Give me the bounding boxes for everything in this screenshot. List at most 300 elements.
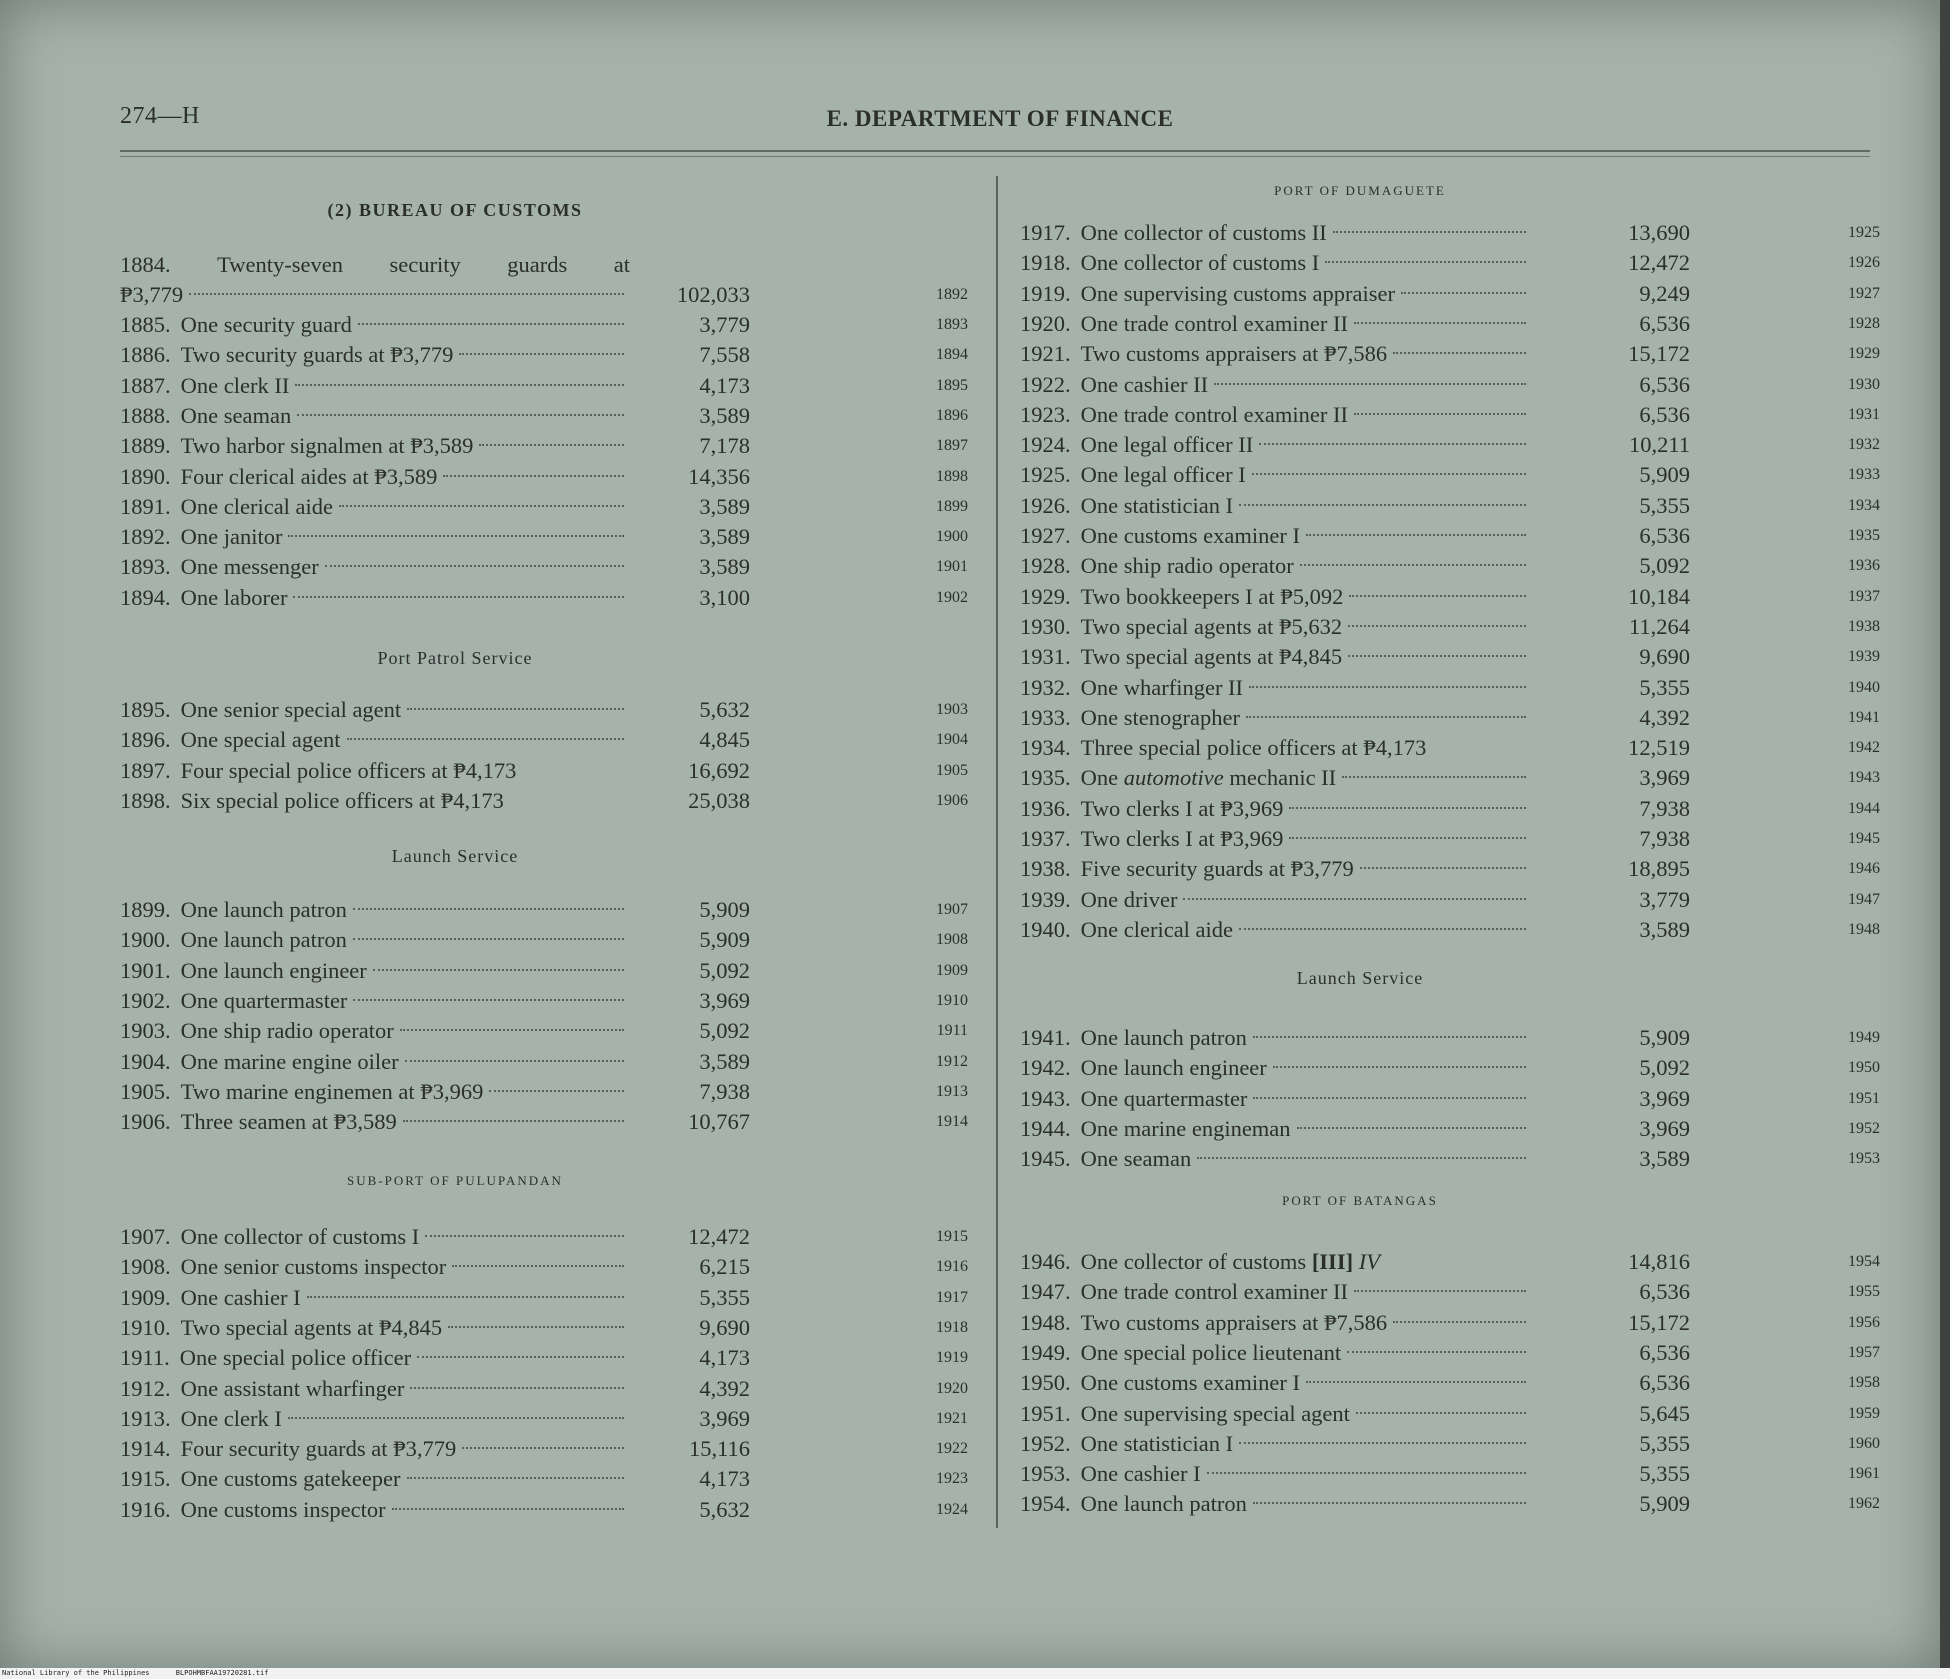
- item-description: [120, 956, 630, 986]
- item-amount: 6,536: [1639, 401, 1690, 427]
- section-heading: PORT OF DUMAGUETE: [1274, 183, 1446, 198]
- item-amount: 5,355: [1639, 1430, 1690, 1456]
- item-text: Two clerks I at ₱3,969: [1080, 795, 1284, 821]
- budget-item-row: [120, 756, 980, 786]
- item-amount: 18,895: [1628, 856, 1690, 882]
- leader-dots: [1253, 1097, 1526, 1099]
- item-number: 1914.: [120, 1436, 171, 1462]
- budget-item-row: [1020, 218, 1880, 248]
- budget-item-row: [120, 695, 980, 725]
- item-amount: 4,392: [1639, 704, 1690, 730]
- item-number: 1950.: [1020, 1370, 1071, 1396]
- item-description: [120, 1464, 630, 1494]
- budget-item-row: [1020, 703, 1880, 733]
- line-number: 1962: [1848, 1495, 1880, 1513]
- item-text: One supervising special agent: [1080, 1400, 1350, 1426]
- item-description: [120, 340, 630, 370]
- item-number: 1920.: [1020, 310, 1071, 336]
- leader-dots: [1249, 686, 1526, 688]
- line-number: 1929: [1848, 345, 1880, 363]
- item-description: [1020, 1277, 1532, 1307]
- item-description: [120, 756, 630, 786]
- leader-dots: [410, 1387, 624, 1389]
- item-amount: 16,692: [688, 757, 750, 783]
- item-description: [120, 786, 630, 816]
- item-description: [120, 725, 630, 755]
- leader-dots: [1360, 867, 1526, 869]
- item-text: Two security guards at ₱3,779: [180, 342, 454, 368]
- item-number: 1943.: [1020, 1085, 1071, 1111]
- item-amount: 3,589: [699, 1048, 750, 1074]
- item-amount: 5,909: [1639, 1491, 1690, 1517]
- item-description: [120, 1343, 630, 1373]
- item-text-part: automotive: [1123, 765, 1224, 791]
- item-amount: 5,355: [1639, 492, 1690, 518]
- line-number: 1954: [1848, 1253, 1880, 1270]
- leader-dots: [297, 414, 624, 416]
- item-number: 1898.: [120, 787, 171, 813]
- line-number: 1946: [1848, 860, 1880, 878]
- line-number: 1944: [1848, 799, 1880, 817]
- leader-dots: [400, 1029, 624, 1031]
- item-text: One special agent: [180, 727, 341, 753]
- line-number: 1919: [936, 1349, 968, 1367]
- item-description: [1020, 612, 1532, 642]
- leader-dots: [1197, 1157, 1526, 1159]
- item-text: Two harbor signalmen at ₱3,589: [180, 433, 474, 459]
- item-number: 1954.: [1020, 1491, 1071, 1517]
- item-description: [120, 1374, 630, 1404]
- item-text: One launch patron: [180, 927, 347, 953]
- leader-dots: [1273, 1066, 1526, 1068]
- item-text: One trade control examiner II: [1080, 401, 1348, 427]
- line-number: 1925: [1848, 224, 1880, 241]
- leader-dots: [1300, 564, 1526, 566]
- item-amount: 4,173: [699, 1466, 750, 1492]
- item-description: [1020, 279, 1532, 309]
- item-text: One wharfinger II: [1080, 674, 1244, 700]
- item-text: One trade control examiner II: [1080, 1279, 1348, 1305]
- item-amount: 6,215: [699, 1254, 750, 1280]
- item-number: 1903.: [120, 1018, 171, 1044]
- budget-item-row: [1020, 1399, 1880, 1429]
- line-number: 1945: [1848, 830, 1880, 847]
- budget-item-row: [120, 401, 980, 431]
- budget-item-row: [1020, 279, 1880, 309]
- item-description: [120, 1404, 630, 1434]
- item-number: 1937.: [1020, 826, 1071, 851]
- item-text: One launch patron: [180, 897, 347, 922]
- item-text-part: [III]: [1311, 1249, 1354, 1274]
- item-number: 1945.: [1020, 1146, 1071, 1172]
- line-number: 1913: [936, 1082, 968, 1100]
- line-number: 1951: [1848, 1089, 1880, 1107]
- leader-dots: [1289, 837, 1526, 839]
- scan-edge: [1940, 0, 1950, 1679]
- leader-dots: [1246, 716, 1526, 718]
- line-number: 1938: [1848, 617, 1880, 635]
- item-1884-word: Twenty-seven: [217, 252, 344, 277]
- budget-item-row: [1020, 1368, 1880, 1398]
- item-text: One special police officer: [179, 1345, 412, 1371]
- budget-item-row: [120, 1016, 980, 1046]
- item-amount: 5,909: [699, 927, 750, 953]
- item-description: [1020, 1114, 1532, 1144]
- budget-item-row: [1020, 733, 1880, 763]
- line-number: 1922: [936, 1440, 968, 1458]
- line-number: 1949: [1848, 1029, 1880, 1046]
- item-amount: 3,589: [699, 493, 750, 519]
- item-description: [1020, 854, 1532, 884]
- leader-dots: [462, 1447, 624, 1449]
- budget-item-row: [120, 1434, 980, 1464]
- item-amount: 5,632: [699, 1496, 750, 1522]
- item-number: 1893.: [120, 554, 171, 580]
- line-number: 1907: [936, 901, 968, 918]
- item-amount: 5,909: [1639, 1025, 1690, 1050]
- item-text: One legal officer II: [1080, 432, 1254, 458]
- item-1884-rate: ₱3,779: [120, 282, 184, 307]
- line-number: 1952: [1848, 1119, 1880, 1137]
- item-number: 1910.: [120, 1314, 171, 1340]
- item-amount: 3,779: [699, 312, 750, 337]
- page-title: E. DEPARTMENT OF FINANCE: [826, 106, 1174, 131]
- line-number: 1899: [936, 497, 968, 515]
- item-text: One senior special agent: [180, 697, 402, 722]
- leader-dots: [353, 999, 624, 1001]
- line-number: 1923: [936, 1470, 968, 1488]
- item-text: One supervising customs appraiser: [1080, 280, 1395, 306]
- item-description: [120, 1313, 630, 1343]
- item-amount: 5,092: [699, 957, 750, 983]
- item-description: [120, 583, 630, 613]
- item-number: 1941.: [1020, 1025, 1071, 1050]
- item-text: One clerk I: [180, 1405, 282, 1431]
- item-amount: 6,536: [1639, 1370, 1690, 1396]
- line-number: 1930: [1848, 375, 1880, 393]
- item-description: [1020, 915, 1532, 945]
- item-description: [120, 895, 630, 925]
- item-amount: 4,173: [699, 1345, 750, 1371]
- leader-dots: [1356, 1412, 1526, 1414]
- budget-item-row: [1020, 1429, 1880, 1459]
- item-amount: 15,172: [1628, 341, 1690, 367]
- leader-dots: [443, 475, 624, 477]
- item-number: 1927.: [1020, 523, 1071, 548]
- item-amount: 7,938: [1639, 826, 1690, 851]
- item-amount: 4,392: [699, 1375, 750, 1401]
- item-amount: 3,589: [699, 402, 750, 428]
- item-description: [120, 1222, 630, 1252]
- item-amount: 6,536: [1639, 523, 1690, 548]
- line-number: 1914: [936, 1113, 968, 1131]
- leader-dots: [1289, 807, 1526, 809]
- budget-item-row: [120, 583, 980, 613]
- budget-item-row: [1020, 642, 1880, 672]
- leader-dots: [1348, 655, 1526, 657]
- leader-dots: [448, 1326, 624, 1328]
- item-amount: 9,690: [699, 1314, 750, 1340]
- budget-item-row: [120, 925, 980, 955]
- item-number: 1909.: [120, 1284, 171, 1310]
- item-text: One stenographer: [1080, 704, 1240, 730]
- line-number: 1947: [1848, 890, 1880, 908]
- budget-item-row: [1020, 370, 1880, 400]
- item-description: [1020, 370, 1532, 400]
- item-text: One driver: [1080, 886, 1178, 912]
- line-number: 1921: [936, 1409, 968, 1427]
- item-number: 1916.: [120, 1496, 171, 1522]
- item-text: One launch patron: [1080, 1491, 1247, 1517]
- item-number: 1895.: [120, 697, 171, 722]
- line-number: 1903: [936, 701, 968, 718]
- item-text: Six special police officers at ₱4,173: [180, 787, 504, 813]
- item-1884-word: at: [613, 252, 630, 277]
- leader-dots: [1253, 1036, 1526, 1038]
- item-text: One ship radio operator: [180, 1018, 394, 1044]
- item-text: One quartermaster: [180, 987, 348, 1013]
- item-number: 1906.: [120, 1109, 171, 1135]
- item-description: [1020, 794, 1532, 824]
- leader-dots: [417, 1356, 624, 1358]
- item-description: [1020, 248, 1532, 278]
- item-number: 1901.: [120, 957, 171, 983]
- item-text: One special police lieutenant: [1080, 1339, 1342, 1365]
- line-number: 1955: [1848, 1283, 1880, 1301]
- item-number: 1894.: [120, 584, 171, 610]
- footer-library: National Library of the Philippines: [2, 1669, 150, 1677]
- item-amount: 12,472: [688, 1224, 750, 1249]
- budget-item-row: [120, 725, 980, 755]
- item-1884-word: guards: [507, 252, 568, 277]
- item-text: One ship radio operator: [1080, 553, 1294, 579]
- item-number: 1897.: [120, 757, 171, 783]
- budget-item-row: [120, 371, 980, 401]
- item-description: [1020, 521, 1532, 551]
- item-number: 1952.: [1020, 1430, 1071, 1456]
- budget-item-row: [120, 1343, 980, 1373]
- item-text: One cashier II: [1080, 371, 1209, 397]
- bureau-title: (2) BUREAU OF CUSTOMS: [327, 200, 583, 220]
- item-text: One janitor: [180, 524, 283, 550]
- budget-item-row: [1020, 854, 1880, 884]
- item-text: One clerical aide: [180, 493, 334, 519]
- item-description: [1020, 218, 1532, 248]
- line-number: 1912: [936, 1052, 968, 1070]
- item-number: 1902.: [120, 987, 171, 1013]
- item-text: Two special agents at ₱5,632: [1080, 613, 1343, 639]
- item-number: 1921.: [1020, 341, 1071, 367]
- item-amount: 3,589: [1639, 916, 1690, 942]
- item-amount: 5,909: [1639, 462, 1690, 488]
- item-amount: 6,536: [1639, 310, 1690, 336]
- item-text: One launch engineer: [1080, 1055, 1267, 1081]
- item-description: [1020, 1247, 1532, 1277]
- item-description: [120, 1252, 630, 1282]
- item-description: [1020, 673, 1532, 703]
- leader-dots: [1401, 292, 1526, 294]
- line-number: 1897: [936, 437, 968, 455]
- line-number: 1943: [1848, 769, 1880, 787]
- item-amount: 9,690: [1639, 644, 1690, 670]
- item-text: One cashier I: [180, 1284, 301, 1310]
- item-text: Four special police officers at ₱4,173: [180, 757, 517, 783]
- item-text-part: mechanic II: [1223, 765, 1337, 791]
- item-description: [1020, 400, 1532, 430]
- budget-item-row: [1020, 309, 1880, 339]
- item-description: [120, 522, 630, 552]
- budget-item-row: [120, 1374, 980, 1404]
- line-number: 1927: [1848, 284, 1880, 302]
- item-description: [1020, 1053, 1532, 1083]
- leader-dots: [358, 323, 624, 325]
- item-amount: 10,767: [688, 1109, 750, 1135]
- leader-dots: [1342, 776, 1526, 778]
- item-text: [1081, 1247, 1380, 1277]
- budget-item-row: [1020, 763, 1880, 793]
- item-description: [1020, 1084, 1532, 1114]
- item-text: One laborer: [180, 584, 288, 610]
- footer-filename: BLPOHMBFAA19720281.tif: [175, 1669, 269, 1677]
- item-amount: 12,519: [1628, 735, 1690, 761]
- leader-dots: [479, 444, 624, 446]
- line-number: 1915: [936, 1228, 968, 1245]
- item-amount: 5,092: [699, 1018, 750, 1044]
- item-description: [1020, 642, 1532, 672]
- line-number: 1936: [1848, 557, 1880, 575]
- item-text: Two special agents at ₱4,845: [1080, 644, 1343, 670]
- leader-dots: [1239, 928, 1526, 930]
- item-description: [120, 310, 630, 340]
- item-amount: 6,536: [1639, 371, 1690, 397]
- item-text: One statistician I: [1080, 492, 1234, 518]
- budget-item-row: [1020, 582, 1880, 612]
- item-number: 1924.: [1020, 432, 1071, 458]
- budget-item-row: [120, 522, 980, 552]
- item-number: 1899.: [120, 897, 171, 922]
- item-number: 1925.: [1020, 462, 1071, 488]
- item-number: 1891.: [120, 493, 171, 519]
- section-heading: SUB-PORT OF PULUPANDAN: [347, 1173, 563, 1188]
- line-number: 1902: [936, 588, 968, 606]
- line-number: 1961: [1848, 1465, 1880, 1483]
- item-description: [120, 986, 630, 1016]
- line-number: 1942: [1848, 739, 1880, 757]
- leader-dots: [288, 1417, 624, 1419]
- item-amount: 14,816: [1628, 1249, 1690, 1274]
- leader-dots: [1354, 322, 1526, 324]
- line-number: 1958: [1848, 1374, 1880, 1392]
- budget-item-row: [1020, 1459, 1880, 1489]
- line-number: 1895: [936, 376, 968, 394]
- item-description: [1020, 1459, 1532, 1489]
- line-number: 1918: [936, 1318, 968, 1336]
- item-text: Two customs appraisers at ₱7,586: [1080, 1309, 1388, 1335]
- line-number: 1894: [936, 346, 968, 364]
- budget-item-row: [1020, 1144, 1880, 1174]
- item-number: 1913.: [120, 1405, 171, 1431]
- item-amount: 14,356: [688, 463, 750, 489]
- item-number: 1896.: [120, 727, 171, 753]
- line-number: 1893: [936, 316, 968, 333]
- line-number: 1931: [1848, 405, 1880, 423]
- line-number: 1911: [936, 1022, 968, 1040]
- item-amount: 25,038: [688, 787, 750, 813]
- leader-dots: [1347, 1351, 1526, 1353]
- item-description: [1020, 885, 1532, 915]
- item-text: Two marine enginemen at ₱3,969: [180, 1078, 484, 1104]
- item-description: [120, 552, 630, 582]
- budget-item-row: [1020, 521, 1880, 551]
- item-number: 1944.: [1020, 1115, 1071, 1141]
- line-number: 1917: [936, 1288, 968, 1306]
- item-description: [1020, 703, 1532, 733]
- budget-item-row: [120, 492, 980, 522]
- item-text: One assistant wharfinger: [180, 1375, 405, 1401]
- item-number: 1892.: [120, 524, 171, 550]
- scan-footer: [0, 1668, 1950, 1679]
- item-number: 1933.: [1020, 704, 1071, 730]
- item-number: 1890.: [120, 463, 171, 489]
- budget-item-row: [120, 1077, 980, 1107]
- leader-dots: [1259, 443, 1526, 445]
- leader-dots: [392, 1508, 624, 1510]
- budget-item-row: [1020, 339, 1880, 369]
- item-description: [120, 492, 630, 522]
- item-description: [120, 1047, 630, 1077]
- item-text-part: IV: [1353, 1249, 1380, 1274]
- budget-item-row: [1020, 612, 1880, 642]
- item-text: Three seamen at ₱3,589: [180, 1109, 397, 1135]
- item-amount: 3,969: [1639, 1085, 1690, 1111]
- line-number: 1948: [1848, 920, 1880, 938]
- leader-dots: [1207, 1472, 1526, 1474]
- item-text: One clerk II: [180, 372, 290, 398]
- leader-dots: [1306, 534, 1526, 536]
- budget-item-row: [1020, 400, 1880, 430]
- item-description: [120, 1434, 630, 1464]
- item-description: [120, 695, 630, 725]
- item-number: 1908.: [120, 1254, 171, 1280]
- item-amount: 11,264: [1628, 613, 1690, 639]
- budget-item-row: [120, 1495, 980, 1525]
- line-number: 1926: [1848, 254, 1880, 272]
- item-number: 1900.: [120, 927, 171, 953]
- item-amount: 3,969: [699, 987, 750, 1013]
- item-text: One legal officer I: [1080, 462, 1246, 488]
- item-amount: 3,779: [1639, 886, 1690, 912]
- budget-item-row: [1020, 460, 1880, 490]
- leader-dots: [1393, 352, 1526, 354]
- budget-item-row: [120, 1313, 980, 1343]
- column-divider: [996, 176, 998, 1528]
- item-number: 1919.: [1020, 280, 1071, 306]
- item-description: [1020, 551, 1532, 581]
- leader-dots: [452, 1265, 624, 1267]
- section-heading: PORT OF BATANGAS: [1282, 1193, 1438, 1208]
- item-number: 1948.: [1020, 1309, 1071, 1335]
- item-description: [1020, 491, 1532, 521]
- leader-dots: [459, 353, 624, 355]
- item-1884-no: 1884.: [120, 252, 171, 277]
- leader-dots: [1354, 1290, 1526, 1292]
- leader-dots: [403, 1120, 624, 1122]
- item-amount: 5,355: [1639, 1461, 1690, 1487]
- item-text: One marine engineman: [1080, 1115, 1291, 1141]
- item-text: One collector of customs I: [1080, 250, 1320, 276]
- budget-item-row: [1020, 915, 1880, 945]
- item-number: 1935.: [1020, 765, 1071, 791]
